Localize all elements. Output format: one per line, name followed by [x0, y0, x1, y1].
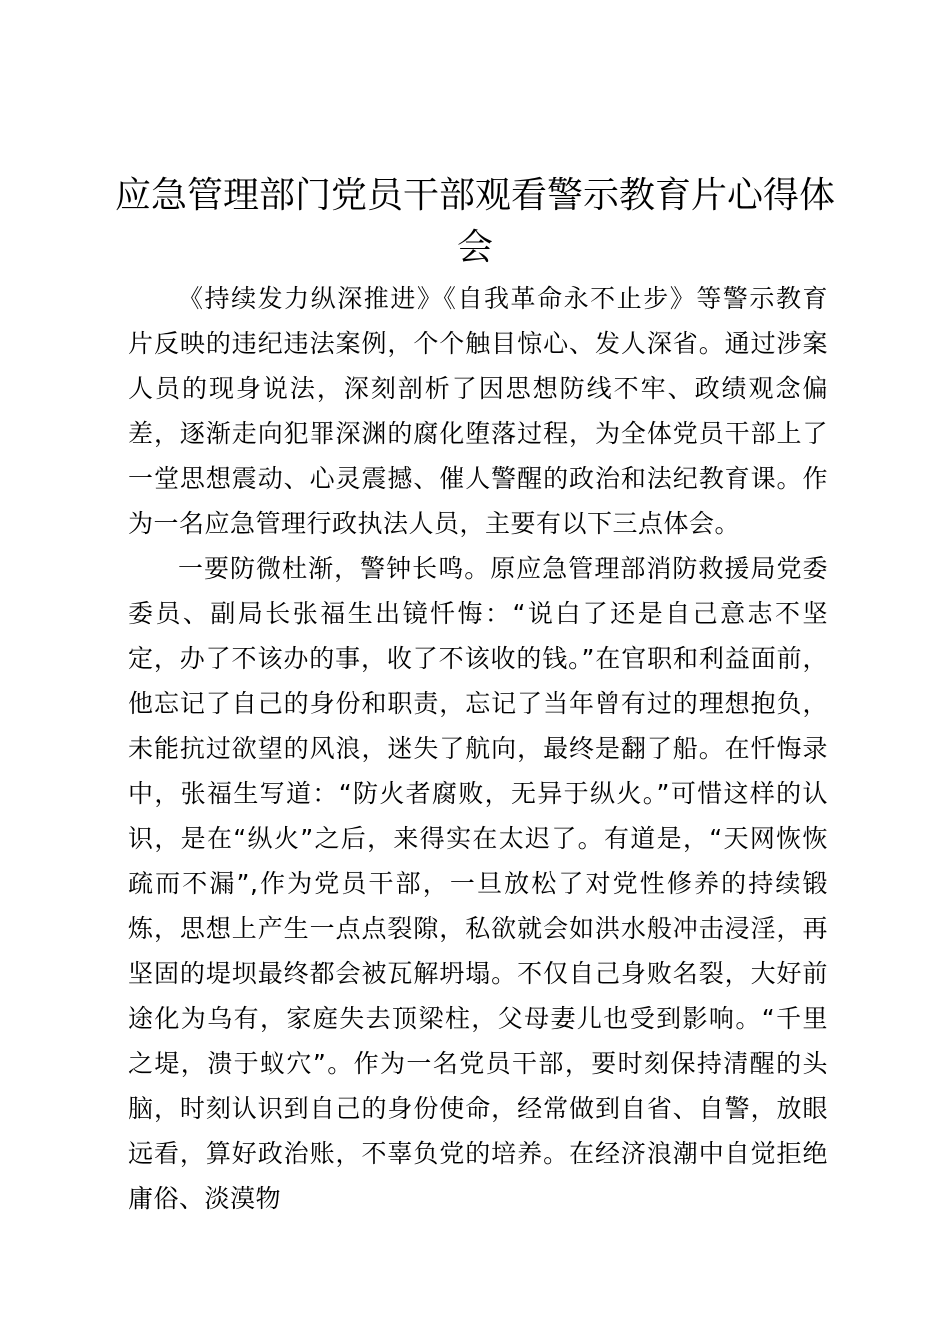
paragraph-point-one: 一要防微杜渐，警钟长鸣。原应急管理部消防救援局党委委员、副局长张福生出镜忏悔：“说白了还是自己意志不坚定，办了不该办的事，收了不该收的钱。”在官职和利益面前，他忘记了自己的身份和职责，忘记了当年曾有过的理想抱负，未能抗过欲望的风浪，迷失了航向，最终是翻了船。在忏悔录中，张福生写道：“防火者腐败，无异于纵火。”可惜这样的认识，是在“纵火”之后，来得实在太迟了。有道是，“天网恢恢疏而不漏”,作为党员干部，一旦放松了对党性修养的持续锻炼，思想上产生一点点裂隙，私欲就会如洪水般冲击浸淫，再坚固的堤坝最终都会被瓦解坍塌。不仅自己身败名裂，大好前途化为乌有，家庭失去顶梁柱，父母妻儿也受到影响。“千里之堤，溃于蚁穴”。作为一名党员干部，要时刻保持清醒的头脑，时刻认识到自己的身份使命，经常做到自省、自警，放眼远看，算好政治账，不辜负党的培养。在经济浪潮中自觉拒绝庸俗、淡漠物 [128, 554, 828, 1213]
document-title: 应急管理部门党员干部观看警示教育片心得体会 [114, 175, 835, 268]
document-body [128, 276, 828, 1221]
paragraph-intro: 《持续发力纵深推进》《自我革命永不止步》等警示教育片反映的违纪违法案例，个个触目惊心、发人深省。通过涉案人员的现身说法，深刻剖析了因思想防线不牢、政绩观念偏差，逐渐走向犯罪深渊的腐化堕落过程，为全体党员干部上了一堂思想震动、心灵震撼、催人警醒的政治和法纪教育课。作为一名应急管理行政执法人员，主要有以下三点体会。 [128, 284, 828, 538]
